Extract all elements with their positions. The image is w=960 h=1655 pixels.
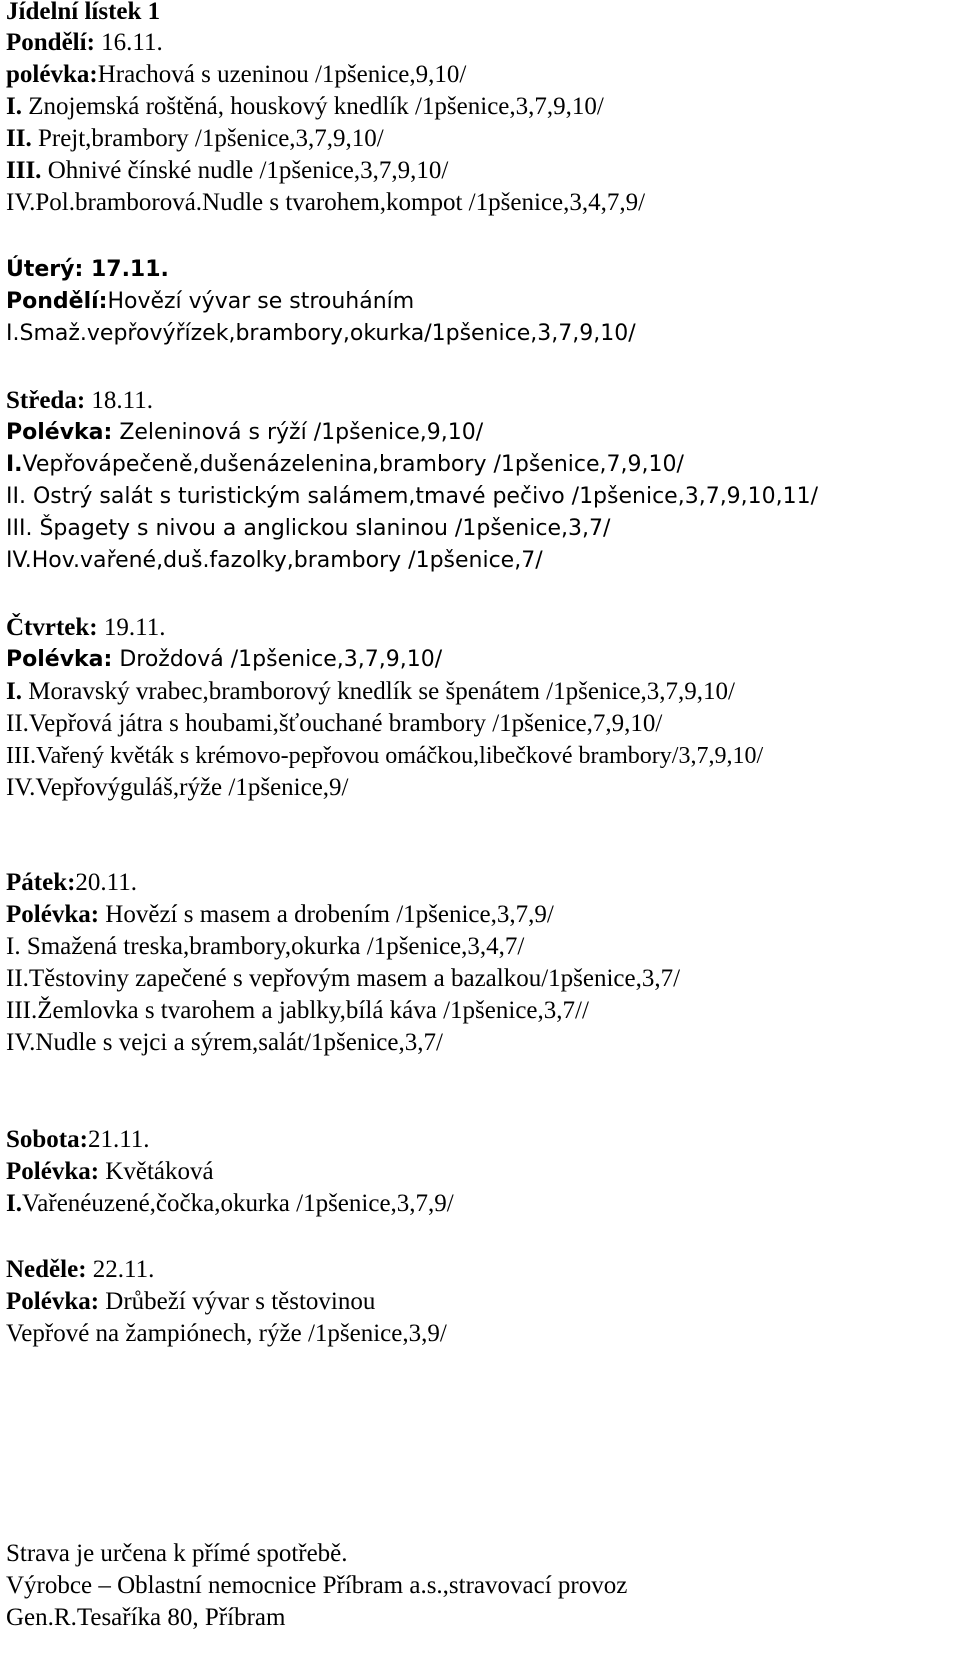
day-date: 16.11.	[94, 29, 163, 56]
menu-line	[6, 645, 442, 675]
line-text: II.Těstoviny zapečené s vepřovým masem a bazalkou/1pšenice,3,7/	[6, 965, 681, 992]
line-prefix: I.	[6, 678, 22, 705]
menu-line	[6, 1287, 375, 1317]
day-heading-tuesday	[6, 255, 169, 285]
menu-title: Jídelní lístek 1	[6, 0, 161, 25]
line-prefix: Polévka:	[6, 901, 100, 928]
line-text: Vepřové na žampiónech, rýže /1pšenice,3,9/	[6, 1320, 447, 1347]
line-prefix: III.	[6, 157, 42, 184]
menu-line	[6, 900, 554, 930]
day-heading-monday	[6, 28, 163, 58]
day-label: Úterý:	[6, 257, 84, 282]
day-label: Čtvrtek:	[6, 614, 98, 641]
menu-line	[6, 677, 735, 707]
day-label: Středa:	[6, 387, 86, 414]
line-text: Vařenéuzené,čočka,okurka /1pšenice,3,7,9/	[21, 1190, 454, 1217]
line-text: III.Žemlovka s tvarohem a jablky,bílá káva /1pšenice,3,7//	[6, 997, 589, 1024]
line-text: Znojemská roštěná, houskový knedlík /1pšenice,3,7,9,10/	[21, 93, 604, 120]
line-prefix: I.	[6, 93, 22, 120]
day-heading-sunday	[6, 1255, 154, 1285]
day-heading-saturday	[6, 1125, 150, 1155]
menu-line	[6, 773, 349, 803]
menu-line	[6, 156, 448, 186]
line-text: IV.Hov.vařené,duš.fazolky,brambory /1pšenice,7/	[6, 548, 543, 573]
day-label: Pátek:	[6, 869, 76, 896]
line-text: Hovězí s masem a drobením /1pšenice,3,7,9/	[99, 901, 554, 928]
menu-line	[6, 546, 543, 576]
menu-line	[6, 1157, 214, 1187]
menu-line	[6, 996, 589, 1026]
line-text: Hrachová s uzeninou /1pšenice,9,10/	[97, 61, 467, 88]
line-text: III. Špagety s nivou a anglickou slaninou /1pšenice,3,7/	[6, 516, 611, 541]
menu-line	[6, 319, 636, 349]
line-text: Květáková	[99, 1158, 214, 1185]
line-text: IV.Nudle s vejci a sýrem,salát/1pšenice,3,7/	[6, 1029, 443, 1056]
day-label: Neděle:	[6, 1256, 87, 1283]
menu-line	[6, 418, 483, 448]
line-prefix: Polévka:	[6, 420, 113, 445]
line-text: I.Smaž.vepřovýřízek,brambory,okurka/1pšenice,3,7,9,10/	[6, 321, 636, 346]
line-text: I. Smažená treska,brambory,okurka /1pšenice,3,4,7/	[6, 933, 525, 960]
menu-line	[6, 514, 610, 544]
menu-line	[6, 1189, 454, 1219]
line-text: II. Ostrý salát s turistickým salámem,tmavé pečivo /1pšenice,3,7,9,10,11/	[6, 484, 819, 509]
line-text: Hovězí vývar se strouháním	[107, 289, 415, 314]
day-date: 20.11.	[75, 869, 137, 896]
line-text: Vepřovápečeně,dušenázelenina,brambory /1pšenice,7,9,10/	[22, 452, 684, 477]
day-label: Sobota:	[6, 1126, 88, 1153]
line-text: Ohnivé čínské nudle /1pšenice,3,7,9,10/	[41, 157, 449, 184]
menu-line	[6, 932, 524, 962]
menu-line	[6, 709, 662, 739]
day-heading-friday	[6, 868, 137, 898]
menu-line	[6, 1028, 443, 1058]
day-date: 19.11.	[97, 614, 166, 641]
line-text: Moravský vrabec,bramborový knedlík se špenátem /1pšenice,3,7,9,10/	[21, 678, 735, 705]
menu-line	[6, 287, 414, 317]
line-prefix: Pondělí:	[6, 289, 108, 314]
day-heading-wednesday	[6, 386, 153, 416]
line-text: Droždová /1pšenice,3,7,9,10/	[112, 647, 443, 672]
day-date: 18.11.	[85, 387, 153, 414]
menu-line	[6, 92, 604, 122]
footer-producer: Výrobce – Oblastní nemocnice Příbram a.s.,stravovací provoz	[6, 1572, 628, 1599]
line-prefix: I.	[6, 1190, 22, 1217]
menu-line	[6, 1319, 447, 1349]
line-prefix: polévka:	[6, 61, 98, 88]
line-prefix: Polévka:	[6, 1288, 100, 1315]
line-prefix: Polévka:	[6, 1158, 100, 1185]
menu-line	[6, 124, 384, 154]
day-date: 21.11.	[87, 1126, 150, 1153]
line-text: IV.Vepřovýguláš,rýže /1pšenice,9/	[6, 774, 349, 801]
day-label: Pondělí:	[6, 29, 95, 56]
line-text: Prejt,brambory /1pšenice,3,7,9,10/	[31, 125, 384, 152]
line-prefix: II.	[6, 125, 32, 152]
menu-line	[6, 482, 818, 512]
menu-line	[6, 188, 645, 218]
line-text: Zeleninová s rýží /1pšenice,9,10/	[112, 420, 484, 445]
day-date: 17.11.	[83, 257, 169, 282]
footer-address: Gen.R.Tesaříka 80, Příbram	[6, 1604, 286, 1631]
day-heading-thursday	[6, 613, 165, 643]
line-prefix: Polévka:	[6, 647, 113, 672]
menu-line	[6, 450, 684, 480]
footer-note: Strava je určena k přímé spotřebě.	[6, 1540, 348, 1567]
line-text: III.Vařený květák s krémovo-pepřovou omáčkou,libečkové brambory/3,7,9,10/	[6, 743, 764, 769]
line-text: Drůbeží vývar s těstovinou	[99, 1288, 376, 1315]
line-prefix: I.	[6, 452, 23, 477]
menu-line	[6, 964, 680, 994]
line-text: II.Vepřová játra s houbami,šťouchané brambory /1pšenice,7,9,10/	[6, 710, 663, 737]
menu-line	[6, 741, 763, 771]
line-text: IV.Pol.bramborová.Nudle s tvarohem,kompot /1pšenice,3,4,7,9/	[6, 189, 646, 216]
menu-line	[6, 60, 466, 90]
day-date: 22.11.	[86, 1256, 155, 1283]
